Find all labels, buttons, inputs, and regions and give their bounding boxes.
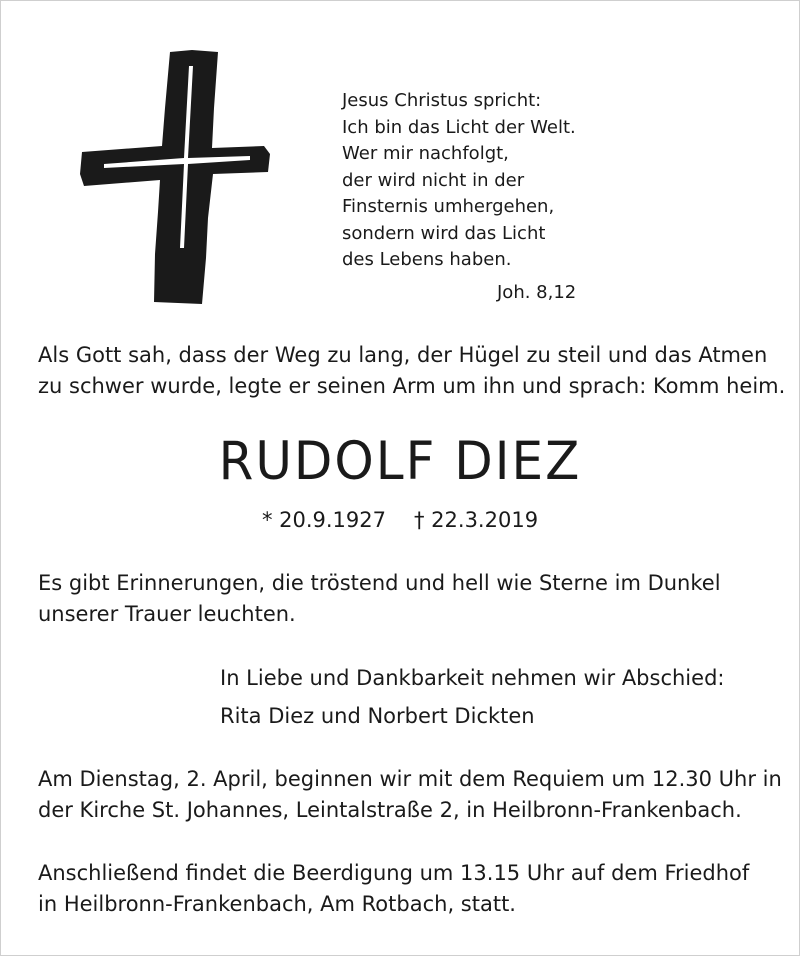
intro-paragraph [38,340,785,402]
verse-line: Finsternis umhergehen, [342,196,555,217]
intro-line: zu schwer wurde, legte er seinen Arm um ihn und sprach: Komm heim. [38,374,786,398]
verse-reference: Joh. 8,12 [497,282,577,303]
verse-line: der wird nicht in der [342,169,525,191]
burial-paragraph [38,858,749,920]
verse-line: sondern wird das Licht [342,222,546,244]
death-date: † 22.3.2019 [414,508,539,532]
requiem-line: Am Dienstag, 2. April, beginnen wir mit dem Requiem um 12.30 Uhr in [38,767,782,791]
verse-line: Wer mir nachfolgt, [342,143,509,164]
life-dates [0,508,800,532]
cross-icon [80,48,280,308]
verse-line: des Lebens haben. [342,249,512,270]
memories-line: Es gibt Erinnerungen, die tröstend und hell wie Sterne im Dunkel [38,571,721,595]
requiem-line: der Kirche St. Johannes, Leintalstraße 2, in Heilbronn-Frankenbach. [38,798,742,822]
intro-line: Als Gott sah, dass der Weg zu lang, der Hügel zu steil und das Atmen [38,343,768,367]
memories-paragraph [38,568,721,630]
burial-line: in Heilbronn-Frankenbach, Am Rotbach, statt. [38,892,516,916]
mourners-names: Rita Diez und Norbert Dickten [220,704,535,728]
deceased-name: RUDOLF DIEZ [218,430,582,492]
bible-verse [342,88,576,274]
farewell-text: In Liebe und Dankbarkeit nehmen wir Abschied: [220,666,725,690]
verse-line: Ich bin das Licht der Welt. [342,116,576,138]
verse-line: Jesus Christus spricht: [342,90,542,111]
memories-line: unserer Trauer leuchten. [38,602,296,626]
birth-date: * 20.9.1927 [261,508,386,532]
requiem-paragraph [38,764,782,826]
burial-line: Anschließend findet die Beerdigung um 13.15 Uhr auf dem Friedhof [38,861,750,885]
